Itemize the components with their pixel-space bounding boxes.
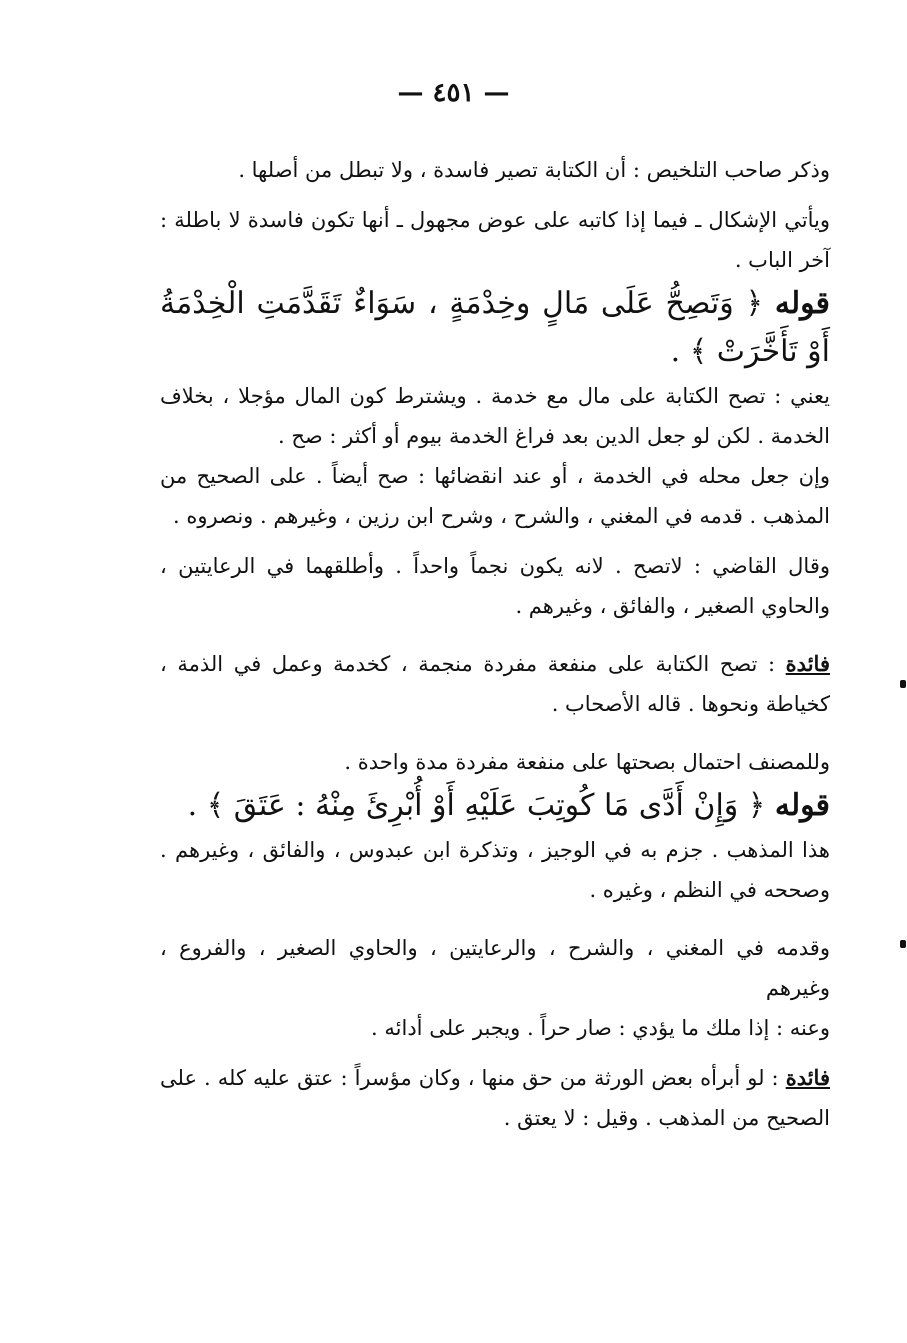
paragraph-wa-anhu: وعنه : إذا ملك ما يؤدي : صار حراً . ويجبر على أدائه .: [371, 1016, 830, 1040]
paragraph-madhhab: هذا المذهب . جزم به في الوجيز ، وتذكرة ابن عبدوس ، والفائق ، وغيرهم . وصححه في النظم ، وغيره .: [160, 838, 830, 902]
quote-adda: [160, 782, 830, 830]
quote-lead: قوله: [774, 286, 830, 321]
paragraph-qaddamahu: وقدمه في المغني ، والشرح ، والرعايتين ، والحاوي الصغير ، والفروع ، وغيرهم: [160, 936, 830, 1000]
note-label: فائدة: [785, 651, 830, 676]
note-text: : لو أبرأه بعض الورثة من حق منها ، وكان مؤسراً : عتق عليه كله . على الصحيح من المذهب . وقيل : لا يعتق .: [160, 1066, 830, 1130]
paragraph-musannif: وللمصنف احتمال بصحتها على منفعة مفردة مدة واحدة .: [344, 750, 830, 774]
quote-mal-khidma: [160, 280, 830, 376]
paragraph-talkhis: وذكر صاحب التلخيص : أن الكتابة تصير فاسدة ، ولا تبطل من أصلها .: [238, 158, 830, 182]
paragraph-mahalluhu: وإن جعل محله في الخدمة ، أو عند انقضائها : صح أيضاً . على الصحيح من المذهب . قدمه في المغني ، والشرح ، وشرح ابن رزين ، وغيرهم . ونصروه .: [160, 464, 830, 528]
scan-mark: [900, 940, 906, 948]
note-label: فائدة: [785, 1065, 830, 1090]
paragraph-qadi: وقال القاضي : لاتصح . لانه يكون نجماً واحداً . وأطلقهما في الرعايتين ، والحاوي الصغير ، والفائق ، وغيرهم .: [160, 554, 830, 618]
quote-lead: قوله: [774, 788, 830, 823]
paragraph-ishkal: ويأتي الإشكال ـ فيما إذا كاتبه على عوض مجهول ـ أنها تكون فاسدة لا باطلة : آخر الباب .: [160, 208, 830, 272]
scan-mark: [900, 680, 906, 688]
note-text: : تصح الكتابة على منفعة مفردة منجمة ، كخدمة وعمل في الذمة ، كخياطة ونحوها . قاله الأصحاب .: [160, 652, 830, 716]
quote-text: ﴿ وَإِنْ أَدَّى مَا كُوتِبَ عَلَيْهِ أَوْ أُبْرِئَ مِنْهُ : عَتَقَ ﴾ .: [187, 788, 766, 823]
page-number: — ٤٥١ —: [397, 78, 510, 108]
paragraph-yani: يعني : تصح الكتابة على مال مع خدمة . ويشترط كون المال مؤجلا ، بخلاف الخدمة . لكن لو جعل الدين بعد فراغ الخدمة بيوم أو أكثر : صح .: [160, 384, 830, 448]
note-ibraa: [160, 1058, 830, 1138]
note-manfaa: [160, 644, 830, 724]
quote-text: ﴿ وَتَصِحُّ عَلَى مَالٍ وخِدْمَةٍ ، سَوَاءٌ تَقَدَّمَتِ الْخِدْمَةُ أَوْ تَأَخَّرَتْ ﴾ .: [160, 286, 830, 369]
body-text: [160, 150, 830, 1138]
